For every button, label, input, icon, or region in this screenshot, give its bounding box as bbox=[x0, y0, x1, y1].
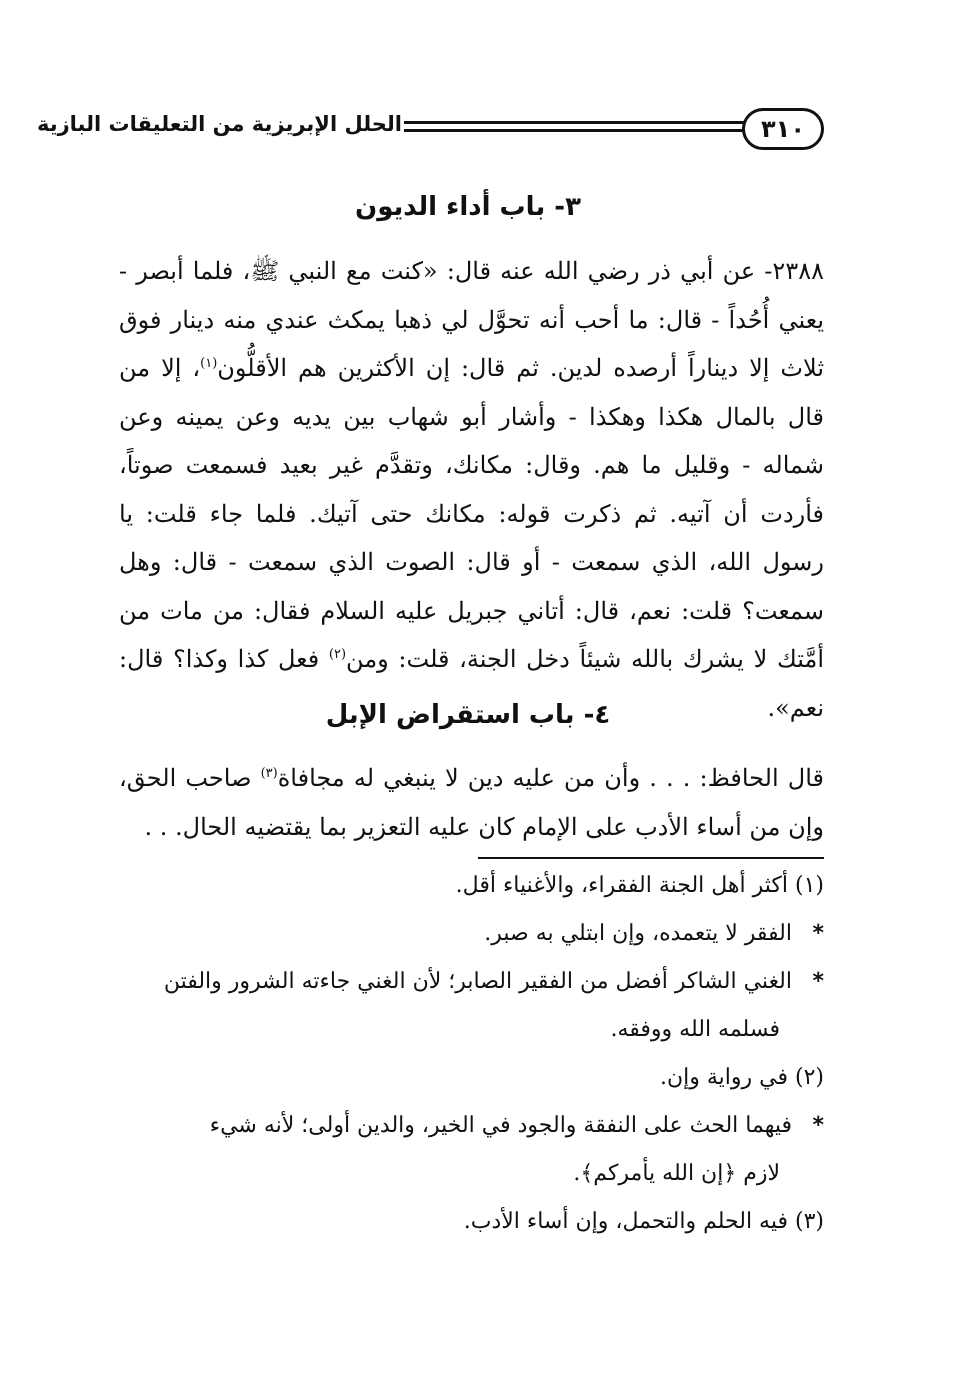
asterisk-icon: * bbox=[812, 969, 824, 994]
hadith-line: فعل كذا وكذا؟ قال: نعم». bbox=[119, 645, 824, 722]
note-text: الغني الشاكر أفضل من الفقير الصابر؛ لأن الغني جاءته الشرور والفتن bbox=[163, 969, 792, 994]
footnote-2-note bbox=[119, 1102, 824, 1150]
hadith-line: - يعني أُحُداً - قال: ما أحب أنه تحوَّل لي ذهبا يمكث عندي منه دينار فوق bbox=[119, 257, 824, 334]
footnote-ref: (٣) bbox=[260, 766, 278, 781]
footnotes bbox=[119, 862, 824, 1246]
hafidh-line: وإن من أساء الأدب على الإمام كان عليه التعزير بما يقتضيه الحال. . . bbox=[144, 812, 824, 841]
hafidh-line: صاحب الحق، bbox=[119, 764, 261, 792]
hadith-line: ٢٣٨٨- عن أبي ذر رضي الله عنه قال: «كنت مع النبي ﷺ، فلما أبصر bbox=[136, 257, 824, 285]
hadith-line: قال بالمال هكذا وهكذا - وأشار أبو شهاب بين يديه وعن يمينه وعن شماله - bbox=[119, 402, 824, 479]
hadith-line: ، إلا من bbox=[119, 354, 201, 382]
page-header bbox=[36, 108, 824, 154]
hadith-line: بالله شيئاً دخل الجنة، قلت: ومن bbox=[346, 645, 674, 673]
footnote-1: (١) أكثر أهل الجنة الفقراء، والأغنياء أقل. bbox=[455, 873, 824, 898]
chapter-title: ٤- باب استقراض الإبل bbox=[325, 700, 611, 730]
footnote-2: (٢) في رواية وإن. bbox=[659, 1065, 824, 1090]
hafidh-line: قال الحافظ: . . . وأن من عليه دين لا ينبغي له مجافاة bbox=[277, 764, 824, 792]
hadith-line: وقليل ما هم. وقال: مكانك، وتقدَّم غير بعيد فسمعت صوتاً، فأردت أن bbox=[119, 451, 825, 528]
header-double-rule bbox=[404, 121, 744, 133]
note-text: فيهما الحث على النفقة والجود في الخير، والدين أولى؛ لأنه شيء bbox=[209, 1113, 792, 1138]
footnote-ref: (٢) bbox=[328, 647, 347, 662]
chapter-title: ٣- باب أداء الديون bbox=[355, 192, 581, 222]
hadith-line: آتيه. ثم ذكرت قوله: مكانك حتى آتيك. فلما جاء قلت: يا رسول الله، bbox=[119, 499, 824, 576]
hadith-text bbox=[119, 247, 824, 732]
footnote-3: (٣) فيه الحلم والتحمل، وإن أساء الأدب. bbox=[463, 1209, 824, 1234]
asterisk-icon: * bbox=[812, 1113, 824, 1138]
hafidh-text bbox=[119, 754, 824, 851]
footnote-2-note-cont: لازم ﴿إن الله يأمركم﴾. bbox=[573, 1161, 780, 1186]
hadith-line: نعم، قال: أتاني جبريل عليه السلام فقال: من مات من أمَّتك لا يشرك bbox=[119, 596, 824, 673]
note-text: الفقر لا يتعمده، وإن ابتلي به صبر. bbox=[484, 921, 792, 946]
footnote-ref: (١) bbox=[200, 356, 218, 371]
asterisk-icon: * bbox=[812, 921, 824, 946]
hadith-line: الذي سمعت - أو قال: الصوت الذي سمعت - قال: وهل سمعت؟ قلت: bbox=[119, 548, 824, 625]
footnote-1-note bbox=[119, 958, 824, 1006]
page-number: ٣١٠ bbox=[742, 108, 824, 150]
footnote-divider bbox=[478, 857, 824, 859]
footnote-1-note-cont: فسلمه الله ووفقه. bbox=[610, 1017, 780, 1042]
running-title: الحلل الإبريزية من التعليقات البازية bbox=[36, 112, 402, 136]
hadith-line: ثلاث إلا ديناراً أرصده لدين. ثم قال: إن الأكثرين هم الأقلُّون bbox=[217, 354, 825, 382]
footnote-1-note bbox=[119, 910, 824, 958]
